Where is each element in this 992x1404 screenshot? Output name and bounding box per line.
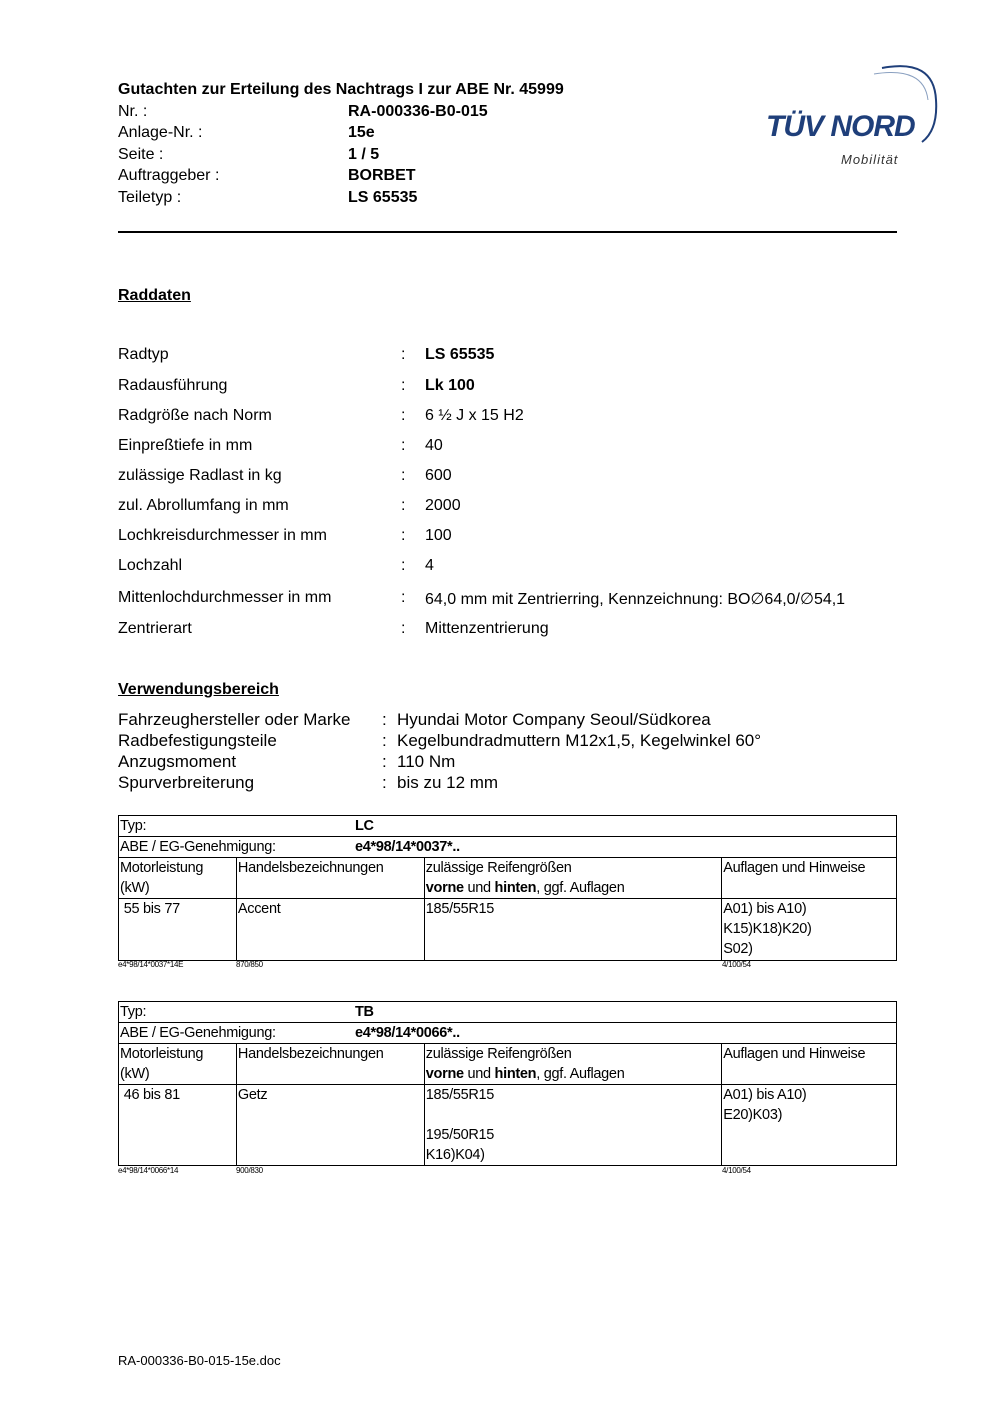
section-heading-verwendung: Verwendungsbereich (118, 681, 279, 698)
raddaten-value: 4 (425, 557, 434, 574)
col-reifen-line1: zulässige Reifengrößen (425, 1046, 572, 1062)
raddaten-value: LS 65535 (425, 346, 495, 363)
abe-value: e4*98/14*0037*.. (355, 839, 460, 855)
table-header-row (119, 858, 897, 899)
verwendung-key: Fahrzeughersteller oder Marke (118, 710, 351, 729)
raddaten-value: 6 ½ J x 15 H2 (425, 407, 524, 424)
raddaten-key: zulässige Radlast in kg (118, 467, 282, 484)
verwendung-row (118, 752, 918, 773)
col-reifen-line2 (426, 1064, 720, 1084)
raddaten-row (118, 620, 918, 640)
table-header-row (119, 1044, 897, 1085)
verwendung-separator: : (382, 710, 387, 729)
col-auflagen-hinweise: Auflagen und Hinweise (722, 1044, 897, 1085)
col-reifengroessen (424, 1044, 721, 1085)
raddaten-key: Radtyp (118, 346, 169, 363)
typ-row (119, 1002, 897, 1023)
verwendung-value: 110 Nm (397, 752, 456, 771)
raddaten-separator: : (401, 467, 406, 484)
header-value: 15e (348, 124, 375, 141)
raddaten-key: Lochzahl (118, 557, 183, 574)
section-heading-raddaten: Raddaten (118, 287, 191, 304)
col-reifen-vorne: vorne (425, 880, 464, 896)
raddaten-row (118, 497, 918, 517)
typ-row (119, 816, 897, 837)
cell-reifengroessen: 185/55R15 195/50R15 K16)K04) (424, 1085, 721, 1166)
raddaten-separator: : (401, 377, 406, 394)
table-footnote (118, 960, 897, 970)
abe-row (119, 837, 897, 858)
typ-label: Typ: (120, 818, 147, 834)
raddaten-key: Einpreßtiefe in mm (118, 437, 253, 454)
table-row (119, 899, 897, 961)
raddaten-key: Zentrierart (118, 620, 192, 637)
abe-row (119, 1023, 897, 1044)
verwendung-key: Anzugsmoment (118, 752, 237, 771)
raddaten-key: Radausführung (118, 377, 228, 394)
footnote-code: e4*98/14*0066*14 (118, 1166, 179, 1175)
col-motorleistung: Motorleistung (kW) (119, 1044, 237, 1085)
header-label: Seite : (118, 146, 164, 163)
verwendung-key: Radbefestigungsteile (118, 731, 277, 750)
raddaten-value: 600 (425, 467, 452, 484)
raddaten-separator: : (401, 589, 406, 606)
raddaten-key: Mittenlochdurchmesser in mm (118, 589, 332, 606)
verwendung-row (118, 710, 918, 731)
col-reifen-line1: zulässige Reifengrößen (425, 860, 572, 876)
verwendung-separator: : (382, 752, 387, 771)
header-value: RA-000336-B0-015 (348, 103, 488, 120)
col-reifengroessen (424, 858, 721, 899)
vehicle-type-table (118, 815, 897, 961)
verwendung-row (118, 773, 918, 794)
col-motorleistung: Motorleistung (kW) (119, 858, 237, 899)
raddaten-row (118, 557, 918, 577)
verwendung-separator: : (382, 773, 387, 792)
header-label: Auftraggeber : (118, 167, 220, 184)
raddaten-row (118, 589, 918, 609)
raddaten-value: 64,0 mm mit Zentrierring, Kennzeichnung: BO∅64,0/∅54,1 (425, 591, 846, 608)
abe-value: e4*98/14*0066*.. (355, 1025, 460, 1041)
typ-value: TB (355, 1004, 374, 1020)
col-auflagen-hinweise: Auflagen und Hinweise (722, 858, 897, 899)
col-reifen-und: und (463, 880, 495, 896)
cell-reifengroessen: 185/55R15 (424, 899, 721, 961)
col-reifen-und: und (463, 1066, 495, 1082)
table-row (119, 1085, 897, 1166)
typ-label: Typ: (120, 1004, 147, 1020)
raddaten-value: 40 (425, 437, 443, 454)
header-value: LS 65535 (348, 189, 418, 206)
raddaten-separator: : (401, 557, 406, 574)
raddaten-separator: : (401, 497, 406, 514)
document-title: Gutachten zur Erteilung des Nachtrags I zur ABE Nr. 45999 (118, 81, 564, 98)
cell-handelsbezeichnung: Accent (236, 899, 424, 961)
cell-handelsbezeichnung: Getz (236, 1085, 424, 1166)
raddaten-separator: : (401, 620, 406, 637)
footnote-boltpattern: 4/100/54 (722, 1166, 751, 1175)
raddaten-row (118, 407, 918, 427)
vehicle-type-table (118, 1001, 897, 1166)
abe-label: ABE / EG-Genehmigung: (120, 1025, 276, 1041)
raddaten-separator: : (401, 346, 406, 363)
header-label: Anlage-Nr. : (118, 124, 203, 141)
typ-value: LC (355, 818, 374, 834)
verwendung-separator: : (382, 731, 387, 750)
raddaten-value: Mittenzentrierung (425, 620, 549, 637)
col-reifen-hinten: hinten (494, 1066, 537, 1082)
raddaten-row (118, 377, 918, 397)
tuv-nord-logo (764, 60, 944, 170)
footnote-code: e4*98/14*0037*14E (118, 960, 184, 969)
logo-subtitle: Mobilität (841, 152, 899, 167)
raddaten-value: 100 (425, 527, 452, 544)
verwendung-key: Spurverbreiterung (118, 773, 255, 792)
raddaten-row (118, 467, 918, 487)
col-reifen-auflagen: , ggf. Auflagen (536, 880, 625, 896)
header-label: Teiletyp : (118, 189, 182, 206)
col-reifen-line2 (426, 878, 720, 898)
footer-filename: RA-000336-B0-015-15e.doc (118, 1353, 281, 1368)
raddaten-row (118, 527, 918, 547)
raddaten-row (118, 346, 918, 366)
table-footnote (118, 1166, 897, 1176)
header-label: Nr. : (118, 103, 148, 120)
header-value: 1 / 5 (348, 146, 380, 163)
raddaten-value: Lk 100 (425, 377, 475, 394)
cell-auflagen: A01) bis A10) E20)K03) (722, 1085, 897, 1166)
raddaten-value: 2000 (425, 497, 461, 514)
abe-label: ABE / EG-Genehmigung: (120, 839, 276, 855)
verwendung-row (118, 731, 918, 752)
cell-auflagen: A01) bis A10) K15)K18)K20) S02) (722, 899, 897, 961)
raddaten-separator: : (401, 407, 406, 424)
logo-wordmark: TÜV NORD (766, 110, 915, 143)
raddaten-separator: : (401, 527, 406, 544)
raddaten-key: zul. Abrollumfang in mm (118, 497, 289, 514)
col-handelsbezeichnungen: Handelsbezeichnungen (236, 858, 424, 899)
col-reifen-hinten: hinten (494, 880, 537, 896)
raddaten-key: Lochkreisdurchmesser in mm (118, 527, 327, 544)
cell-motorleistung: 55 bis 77 (119, 899, 237, 961)
cell-motorleistung: 46 bis 81 (119, 1085, 237, 1166)
raddaten-row (118, 437, 918, 457)
verwendung-value: Hyundai Motor Company Seoul/Südkorea (397, 710, 711, 729)
verwendung-value: bis zu 12 mm (397, 773, 499, 792)
col-reifen-auflagen: , ggf. Auflagen (536, 1066, 625, 1082)
header-value: BORBET (348, 167, 416, 184)
header-divider (118, 231, 897, 233)
footnote-weights: 870/850 (236, 960, 263, 969)
col-reifen-vorne: vorne (425, 1066, 464, 1082)
raddaten-key: Radgröße nach Norm (118, 407, 272, 424)
verwendung-value: Kegelbundradmuttern M12x1,5, Kegelwinkel 60° (397, 731, 762, 750)
footnote-weights: 900/830 (236, 1166, 263, 1175)
col-handelsbezeichnungen: Handelsbezeichnungen (236, 1044, 424, 1085)
footnote-boltpattern: 4/100/54 (722, 960, 751, 969)
raddaten-separator: : (401, 437, 406, 454)
